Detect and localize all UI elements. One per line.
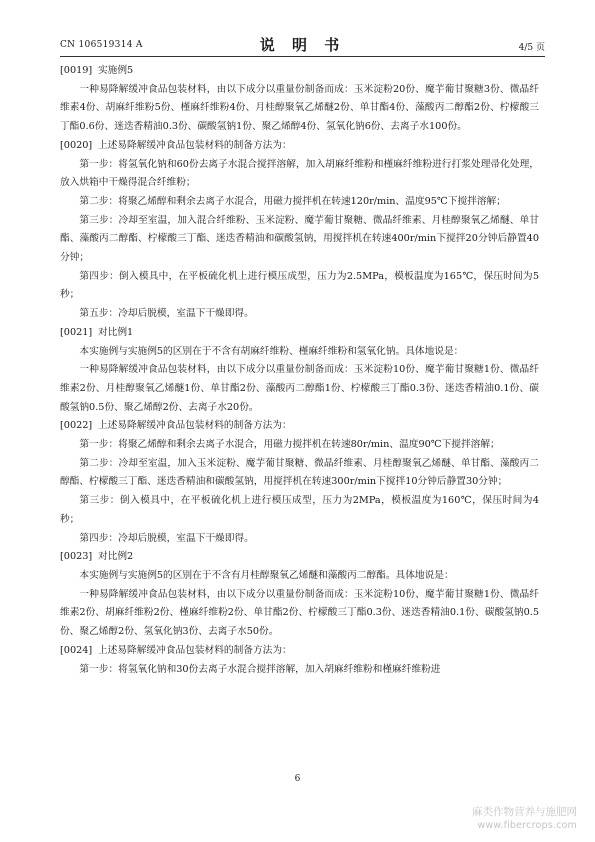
- page-header: [60, 34, 545, 57]
- paragraph: 本实施例与实施例5的区别在于不含有月桂醇聚氧乙烯醚和藻酸丙二醇酯。具体地说是：: [79, 569, 454, 581]
- paragraph: 第一步：将氢氧化钠和60份去离子水混合搅拌溶解，加入胡麻纤维粉和槿麻纤维粉进行打浆处理帚化处理，放入烘箱中干燥得混合纤维粉；: [60, 158, 539, 189]
- paragraph-number: [0023]: [60, 551, 93, 563]
- paragraph-number: [0019]: [60, 65, 93, 76]
- paragraph: 第二步：将聚乙烯醇和剩余去离子水混合，用磁力搅拌机在转速120r/min、温度95℃下搅拌溶解；: [79, 195, 506, 207]
- paragraph-text: 对比例2: [98, 551, 134, 563]
- paragraph-number: [0024]: [60, 644, 93, 656]
- paragraph: 第三步：冷却至室温，加入混合纤维粉、玉米淀粉、魔芋葡甘聚糖、微晶纤维素、月桂醇聚氧乙烯醚、单甘酯、藻酸丙二醇酯、柠檬酸三丁酯、迷迭香精油和碳酸氢钠，用搅拌机在转速400r/min下搅拌20分钟后静置40分钟；: [60, 214, 539, 264]
- paragraph-0023-heading: [60, 548, 539, 567]
- paragraph-text: 上述易降解缓冲食品包装材料的制备方法为：: [98, 644, 292, 656]
- paragraph-text: 实施例5: [98, 65, 134, 76]
- site-watermark: [427, 806, 577, 832]
- paragraph-number: [0021]: [60, 326, 93, 338]
- paragraph: 第三步：倒入模具中，在平板硫化机上进行模压成型，压力为2MPa，模板温度为160℃，保压时间为4秒；: [60, 495, 539, 525]
- document-title: 说 明 书: [259, 36, 346, 54]
- paragraph: 第五步：冷却后脱模，室温下干燥即得。: [79, 308, 254, 320]
- page-of-total: 4/5 页: [518, 43, 545, 53]
- paragraph: 第二步：冷却至室温，加入玉米淀粉、魔芋葡甘聚糖、微晶纤维素、月桂醇聚氧乙烯醚、单甘酯、藻酸丙二醇酯、柠檬酸三丁酯、迷迭香精油和碳酸氢钠，用搅拌机在转速300r/min下搅拌10分钟后静置30分钟；: [60, 457, 539, 488]
- paragraph-0021-heading: [60, 324, 539, 343]
- watermark-site-name: 麻类作物营养与施肥网: [472, 806, 577, 818]
- watermark-url: www.fibercrops.com: [477, 820, 577, 831]
- paragraph-0022-heading: [60, 417, 539, 436]
- paragraph-0019-heading: [60, 62, 539, 81]
- page-number: 6: [294, 774, 301, 784]
- paragraph-text: 上述易降解缓冲食品包装材料的制备方法为：: [98, 420, 292, 432]
- paragraph-text: 对比例1: [98, 326, 134, 338]
- paragraph: 第一步：将氢氧化钠和30份去离子水混合搅拌溶解，加入胡麻纤维粉和槿麻纤维粉进: [79, 663, 441, 675]
- paragraph-0024-heading: [60, 642, 539, 661]
- paragraph: 第四步：倒入模具中，在平板硫化机上进行模压成型，压力为2.5MPa，模板温度为165℃，保压时间为5秒；: [60, 270, 539, 301]
- paragraph: 一种易降解缓冲食品包装材料，由以下成分以重量份制备而成：玉米淀粉10份、魔芋葡甘聚糖1份、微晶纤维素2份、胡麻纤维粉2份、槿麻纤维粉2份、单甘酯2份、柠檬酸三丁酯0.3份、迷迭香精油0.1份、碳酸氢钠0.5份、聚乙烯醇2份、氢氧化钠3份、去离子水50份。: [60, 588, 539, 638]
- paragraph: 第四步：冷却后脱模，室温下干燥即得。: [79, 532, 254, 544]
- document-body: [60, 62, 539, 679]
- paragraph: 一种易降解缓冲食品包装材料，由以下成分以重量份制备而成：玉米淀粉20份、魔芋葡甘聚糖3份、微晶纤维素4份、胡麻纤维粉5份、槿麻纤维粉4份、月桂醇聚氧乙烯醚2份、单甘酯4份、藻酸丙二醇酯2份、柠檬酸三丁酯0.6份、迷迭香精油0.3份、碳酸氢钠1份、聚乙烯醇4份、氢氧化钠6份、去离子水100份。: [60, 83, 539, 133]
- paragraph-number: [0022]: [60, 420, 93, 432]
- paragraph: 一种易降解缓冲食品包装材料，由以下成分以重量份制备而成：玉米淀粉10份、魔芋葡甘聚糖1份、微晶纤维素2份、月桂醇聚氧乙烯醚1份、单甘酯2份、藻酸丙二醇酯1份、柠檬酸三丁酯0.3份、迷迭香精油0.1份、碳酸氢钠0.5份、聚乙烯醇2份、去离子水20份。: [60, 364, 539, 413]
- paragraph-number: [0020]: [60, 139, 93, 151]
- paragraph-0020-heading: [60, 137, 539, 156]
- paragraph: 本实施例与实施例5的区别在于不含有胡麻纤维粉、槿麻纤维粉和氢氧化钠。具体地说是：: [79, 345, 464, 357]
- paragraph: 第一步：将聚乙烯醇和剩余去离子水混合，用磁力搅拌机在转速80r/min、温度90℃下搅拌溶解；: [79, 439, 500, 451]
- document-number: CN 106519314 A: [60, 40, 143, 50]
- paragraph-text: 上述易降解缓冲食品包装材料的制备方法为：: [98, 139, 292, 151]
